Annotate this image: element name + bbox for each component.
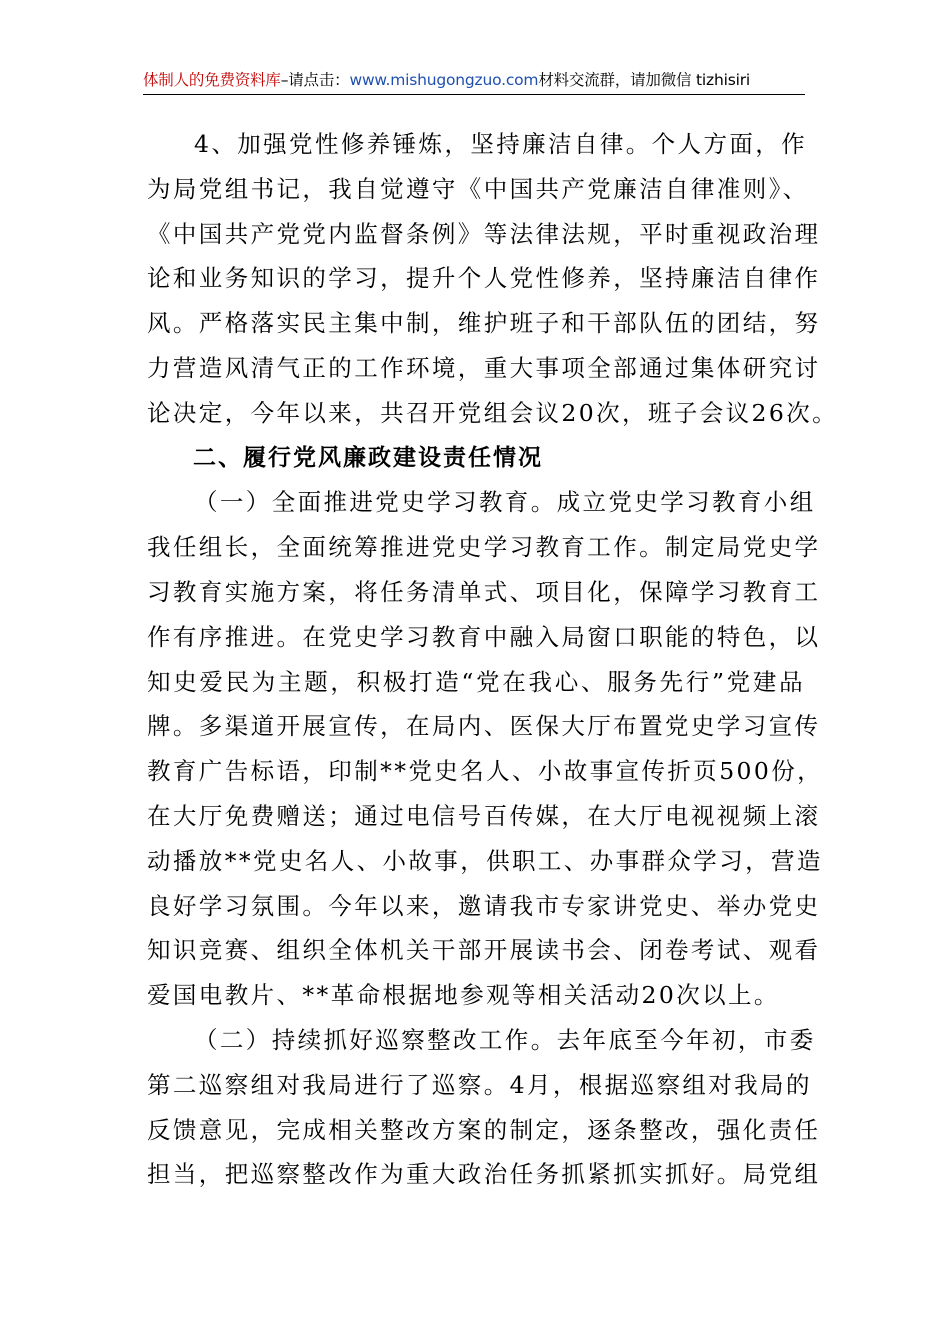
text-line: （一）全面推进党史学习教育。成立党史学习教育小组 (194, 488, 816, 517)
paragraph-inspection-rectification (147, 1018, 821, 1197)
text-line: 4、加强党性修养锤炼，坚持廉洁自律。个人方面，作 (194, 130, 808, 158)
text-line: 论和业务知识的学习，提升个人党性修养，坚持廉洁自律作 (147, 264, 821, 293)
text-line: 良好学习氛围。今年以来，邀请我市专家讲党史、举办党史 (147, 891, 821, 920)
text-line: 知史爱民为主题，积极打造“党在我心、服务先行”党建品 (147, 667, 805, 696)
text-line: 爱国电教片、**革命根据地参观等相关活动20次以上。 (147, 981, 780, 1010)
text-line: 《中国共产党党内监督条例》等法律法规，平时重视政治理 (147, 219, 821, 248)
text-line: 第二巡察组对我局进行了巡察。4月，根据巡察组对我局的 (147, 1070, 812, 1099)
text-line: 风。严格落实民主集中制，维护班子和干部队伍的团结，努 (147, 309, 821, 338)
text-line: 作有序推进。在党史学习教育中融入局窗口职能的特色，以 (147, 622, 821, 651)
paragraph-party-history (147, 480, 824, 1018)
section-heading: 二、履行党风廉政建设责任情况 (193, 444, 543, 471)
site-link[interactable]: www.mishugongzuo.com (349, 71, 539, 89)
site-name: 体制人的免费资料库 (143, 71, 281, 89)
text-line: 反馈意见，完成相关整改方案的制定，逐条整改，强化责任 (147, 1115, 821, 1144)
text-line: 牌。多渠道开展宣传，在局内、医保大厅布置党史学习宣传 (147, 712, 821, 741)
text-line: 动播放**党史名人、小故事，供职工、办事群众学习，营造 (147, 846, 823, 875)
group-invite-text: 材料交流群，请加微信 tizhisiri (538, 71, 750, 89)
text-line: 我任组长，全面统筹推进党史学习教育工作。制定局党史学 (147, 533, 821, 562)
text-line: 力营造风清气正的工作环境，重大事项全部通过集体研究讨 (147, 353, 821, 382)
text-line: 知识竞赛、组织全体机关干部开展读书会、闭卷考试、观看 (147, 936, 821, 965)
paragraph-self-discipline (147, 122, 839, 436)
click-prompt: –请点击： (280, 71, 350, 89)
text-line: 论决定，今年以来，共召开党组会议20次，班子会议26次。 (147, 398, 839, 427)
document-body (147, 122, 839, 1197)
text-line: 教育广告标语，印制**党史名人、小故事宣传折页500份， (147, 757, 824, 786)
text-line: （二）持续抓好巡察整改工作。去年底至今年初，市委 (194, 1025, 816, 1054)
page-header (143, 66, 805, 95)
text-line: 担当，把巡察整改作为重大政治任务抓紧抓实抓好。局党组 (147, 1160, 821, 1189)
text-line: 习教育实施方案，将任务清单式、项目化，保障学习教育工 (147, 577, 821, 606)
text-line: 为局党组书记，我自觉遵守《中国共产党廉洁自律准则》、 (147, 174, 809, 203)
text-line: 在大厅免费赠送；通过电信号百传媒，在大厅电视视频上滚 (147, 801, 821, 830)
